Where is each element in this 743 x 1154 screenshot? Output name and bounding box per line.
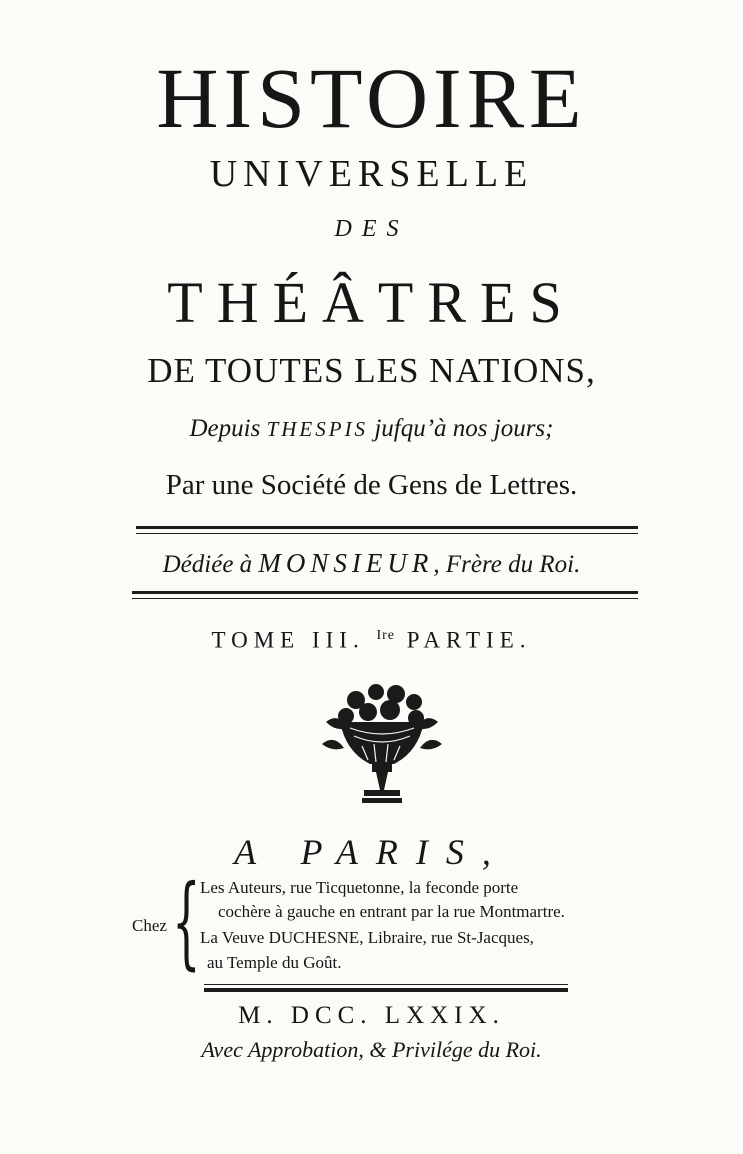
imprint-line3: La Veuve DUCHESNE, Libraire, rue St-Jacques, <box>200 928 534 947</box>
dedication-prefix: Dédiée à <box>162 551 253 578</box>
rule-mid-thin <box>132 598 638 599</box>
rule-top-thick <box>136 526 638 529</box>
imprint-year: M. DCC. LXXIX. <box>238 1002 505 1029</box>
subtitle-suffix: jufqu’à nos jours; <box>374 415 554 442</box>
title-theatres: THÉÂTRES <box>167 270 576 335</box>
tome-part: PARTIE. <box>406 627 532 653</box>
imprint-chez: Chez <box>132 916 167 935</box>
tome-line <box>0 620 743 657</box>
brace-icon: { <box>172 863 201 980</box>
approbation-line: Avec Approbation, & Privilége du Roi. <box>201 1037 542 1062</box>
imprint-line1: Les Auteurs, rue Ticquetonne, la feconde porte <box>200 878 519 897</box>
tome-main: TOME III. <box>211 627 365 653</box>
subtitle-prefix: Depuis <box>189 415 261 442</box>
subtitle-name: THESPIS <box>266 417 369 441</box>
imprint-city: A PARIS, <box>234 832 509 872</box>
dedication-line <box>0 546 743 582</box>
title-des: DES <box>334 216 409 242</box>
title-universelle: UNIVERSELLE <box>209 153 534 195</box>
title-nations: DE TOUTES LES NATIONS, <box>147 351 596 390</box>
title-histoire: HISTOIRE <box>156 50 587 146</box>
imprint-line4: au Temple du Goût. <box>207 953 342 972</box>
subtitle-line <box>0 412 743 446</box>
tome-ordinal: Ire <box>376 628 395 643</box>
imprint-line2: cochère à gauche en entrant par la rue Montmartre. <box>218 902 565 921</box>
vase-ornament-icon <box>318 682 446 810</box>
rule-bottom-thick <box>204 988 568 992</box>
rule-top-thin <box>136 533 638 534</box>
dedication-name: MONSIEUR <box>258 548 434 578</box>
dedication-suffix: , Frère du Roi. <box>433 551 581 578</box>
rule-mid-thick <box>132 591 638 594</box>
authors-line: Par une Société de Gens de Lettres. <box>165 469 578 501</box>
rule-bottom-thin <box>204 984 568 985</box>
